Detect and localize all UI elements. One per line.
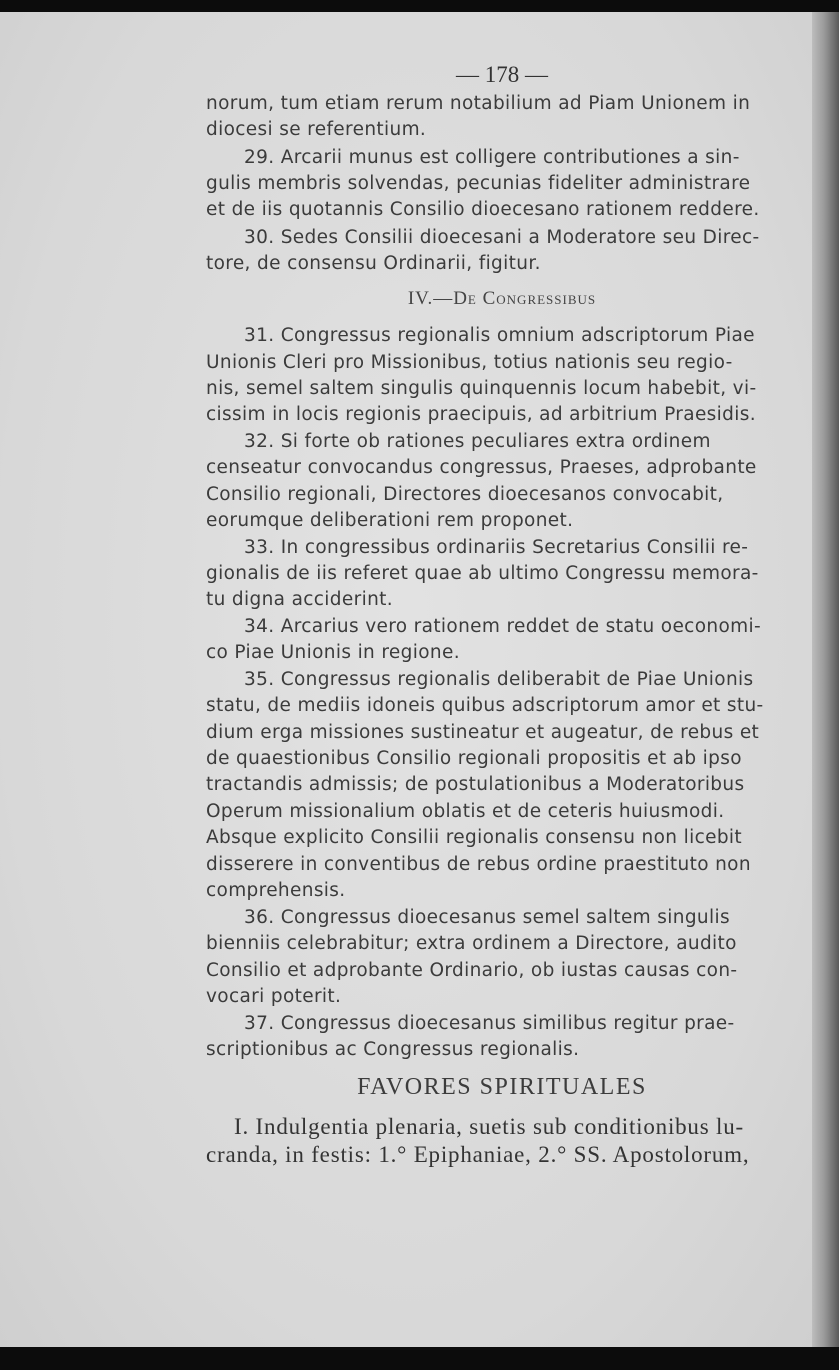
text-line: tore, de consensu Ordinarii, figitur. <box>206 253 541 274</box>
text-line: Operum missionalium oblatis et de ceteris huiusmodi. <box>206 801 725 822</box>
text-line: eorumque deliberationi rem proponet. <box>206 510 574 531</box>
text-line: scriptionibus ac Congressus regionalis. <box>206 1039 580 1060</box>
text-line: 32. Si forte ob rationes peculiares extra ordinem <box>244 431 711 452</box>
text-line: Consilio regionali, Directores dioecesanos convocabit, <box>206 484 724 505</box>
text-line: Unionis Cleri pro Missionibus, totius nationis seu regio- <box>206 352 733 373</box>
text-line: gionalis de iis referet quae ab ultimo Congressu memora- <box>206 563 759 584</box>
text-line: tractandis admissis; de postulationibus a Moderatoribus <box>206 774 745 795</box>
text-line: co Piae Unionis in regione. <box>206 642 460 663</box>
text-line: norum, tum etiam rerum notabilium ad Piam Unionem in <box>206 93 751 114</box>
text-line: 34. Arcarius vero rationem reddet de statu oeconomi- <box>244 616 761 637</box>
text-line: tu digna acciderint. <box>206 589 393 610</box>
text-line: censeatur convocandus congressus, Praeses, adprobante <box>206 457 757 478</box>
text-line: gulis membris solvendas, pecunias fideliter administrare <box>206 173 751 194</box>
text-line: statu, de mediis idoneis quibus adscriptorum amor et stu- <box>206 695 764 716</box>
text-line: diocesi se referentium. <box>206 119 427 140</box>
text-line: nis, semel saltem singulis quinquennis locum habebit, vi- <box>206 378 757 399</box>
text-line: Absque explicito Consilii regionalis consensu non licebit <box>206 827 743 848</box>
text-line: disserere in conventibus de rebus ordine praestituto non <box>206 854 751 875</box>
text-line: I. Indulgentia plenaria, suetis sub conditionibus lu- <box>234 1114 744 1139</box>
page-number: — 178 — <box>456 62 548 87</box>
text-line: Consilio et adprobante Ordinario, ob iustas causas con- <box>206 960 738 981</box>
text-line: de quaestionibus Consilio regionali propositis et ab ipso <box>206 748 742 769</box>
section-heading: IV.—De Congressibus <box>407 288 597 309</box>
text-line: cranda, in festis: 1.° Epiphaniae, 2.° SS. Apostolorum, <box>206 1142 750 1167</box>
text-line: bienniis celebrabitur; extra ordinem a Directore, audito <box>206 933 737 954</box>
text-line: 30. Sedes Consilii dioecesani a Moderatore seu Direc- <box>244 227 760 248</box>
text-line: 29. Arcarii munus est colligere contributiones a sin- <box>244 147 740 168</box>
text-line: 37. Congressus dioecesanus similibus regitur prae- <box>244 1013 735 1034</box>
favores-heading: FAVORES SPIRITUALES <box>357 1074 647 1100</box>
text-line: comprehensis. <box>206 880 346 901</box>
text-line: 35. Congressus regionalis deliberabit de Piae Unionis <box>244 669 754 690</box>
text-line: vocari poterit. <box>206 986 342 1007</box>
text-line: 36. Congressus dioecesanus semel saltem singulis <box>244 907 730 928</box>
text-line: 31. Congressus regionalis omnium adscriptorum Piae <box>244 325 755 346</box>
text-line: et de iis quotannis Consilio dioecesano rationem reddere. <box>206 199 760 220</box>
text-line: dium erga missiones sustineatur et augeatur, de rebus et <box>206 722 760 743</box>
text-line: cissim in locis regionis praecipuis, ad arbitrium Praesidis. <box>206 404 756 425</box>
text-line: 33. In congressibus ordinariis Secretarius Consilii re- <box>244 537 749 558</box>
